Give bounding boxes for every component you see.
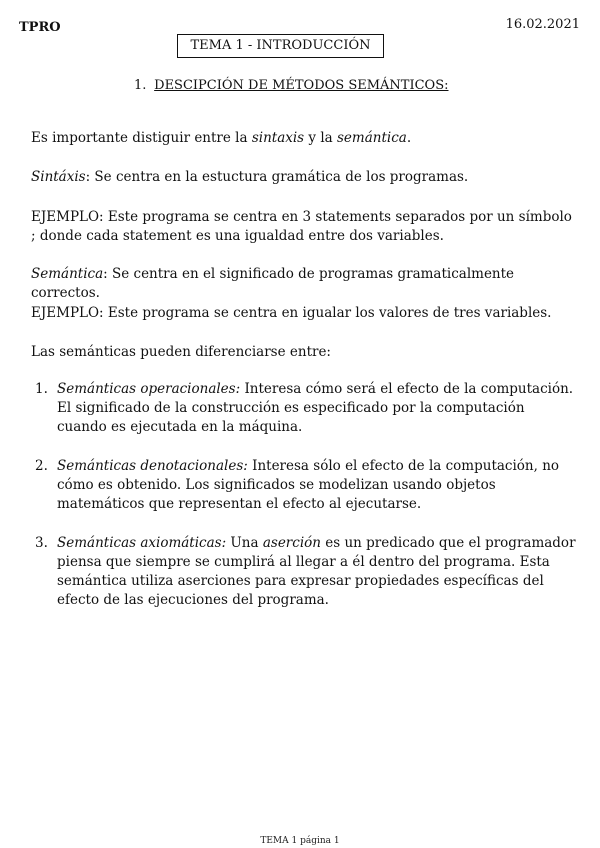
list-item-text: Interesa cómo será el efecto de la computación. El significado de la construcción es especificado por la computación cuando es ejecutada en la máquina. — [57, 381, 574, 435]
semantics-text: : Se centra en el significado de programas gramaticalmente correctos. — [31, 266, 515, 301]
intro-term-syntax: sintaxis — [251, 130, 305, 146]
intro-text: . — [406, 130, 412, 146]
list-item-text: Interesa sólo el efecto de la computación, no cómo es obtenido. Los significados se modelizan usando objetos matemáticos que representan el efecto al ejecutarse. — [57, 458, 560, 512]
list-item-number: 2. — [35, 458, 48, 474]
list-item-term: Semánticas denotacionales: — [57, 458, 248, 474]
header-date: 16.02.2021 — [505, 17, 580, 32]
list-item — [31, 380, 576, 437]
list-item-term-assertion: aserción — [262, 535, 321, 551]
semantics-definition — [31, 265, 576, 303]
list-item-term: Semánticas operacionales: — [57, 381, 241, 397]
intro-text: y la — [304, 130, 337, 146]
syntax-text: : Se centra en la estuctura gramática de los programas. — [85, 169, 469, 185]
list-item-text: Una — [226, 535, 263, 551]
list-item-text: es un predicado que el programador piensa que siempre se cumplirá al llegar a él dentro del programa. Esta semántica utiliza aserciones para expresar propiedades específicas del efecto de las ejecuciones del programa. — [57, 535, 576, 608]
intro-text: Es importante distiguir entre la — [31, 130, 252, 146]
list-item-number: 1. — [35, 381, 48, 397]
list-item — [31, 457, 576, 514]
syntax-example: EJEMPLO: Este programa se centra en 3 statements separados por un símbolo ; donde cada statement es una igualdad entre dos variables. — [31, 209, 572, 244]
list-item — [31, 534, 576, 610]
syntax-term: Sintáxis — [31, 169, 86, 185]
section-heading — [134, 78, 449, 93]
intro-term-semantics: semántica — [336, 130, 407, 146]
list-item-number: 3. — [35, 535, 48, 551]
semantics-types-list — [31, 380, 576, 610]
semantics-term: Semántica — [31, 266, 104, 282]
types-intro: Las semánticas pueden diferenciarse entre: — [31, 344, 331, 360]
header-course: TPRO — [19, 20, 61, 35]
semantics-example: EJEMPLO: Este programa se centra en igualar los valores de tres variables. — [31, 305, 552, 321]
list-item-term: Semánticas axiomáticas: — [57, 535, 227, 551]
page-title: TEMA 1 - INTRODUCCIÓN — [177, 34, 384, 58]
section-title: DESCIPCIÓN DE MÉTODOS SEMÁNTICOS: — [154, 78, 449, 93]
syntax-definition — [31, 168, 576, 187]
intro-paragraph — [31, 129, 576, 148]
section-number: 1. — [134, 78, 147, 93]
page-footer: TEMA 1 página 1 — [260, 836, 340, 846]
